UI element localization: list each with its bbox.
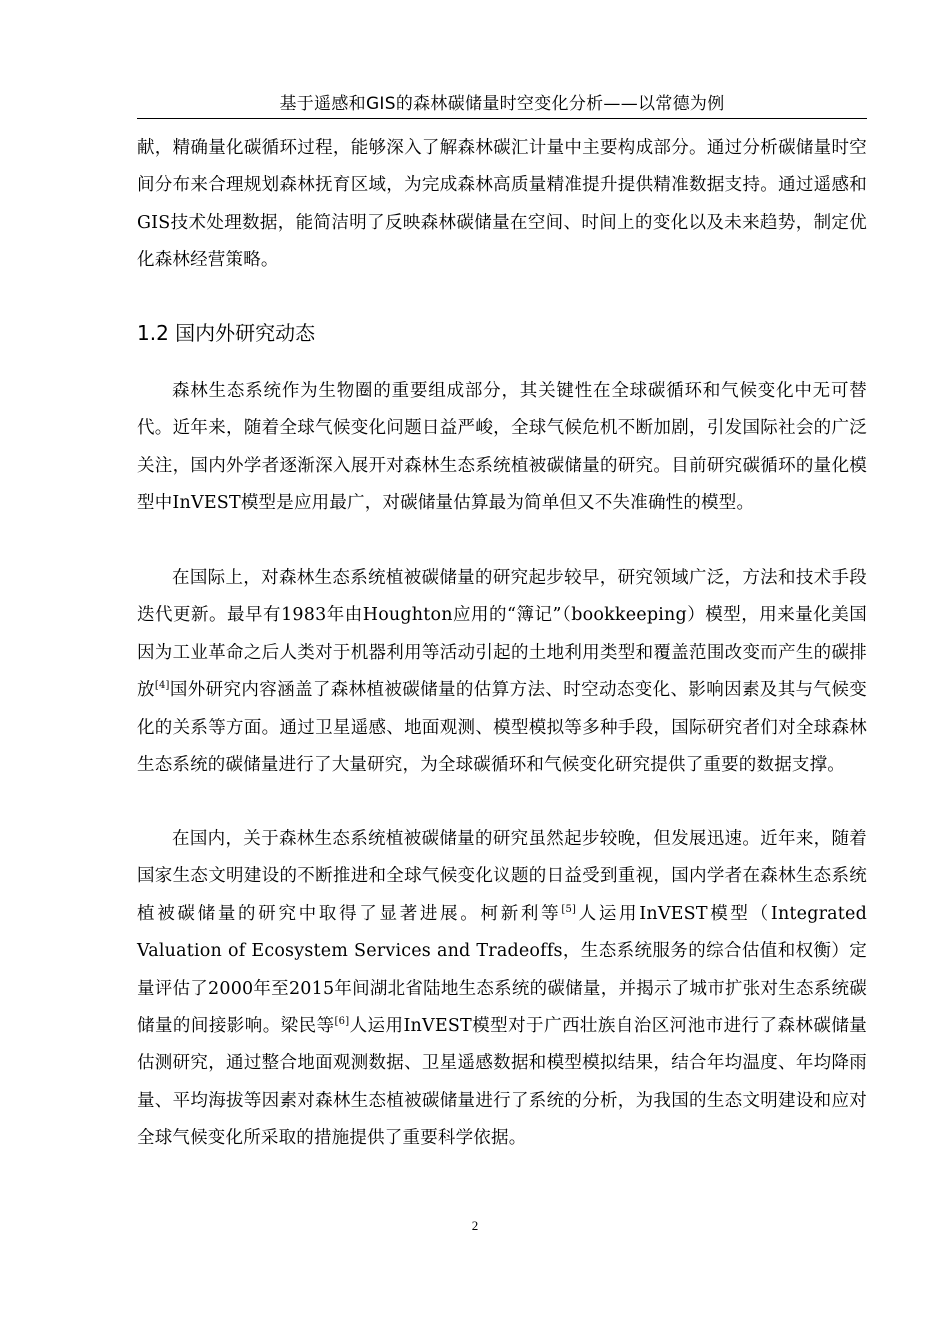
citation-ref: [6] [334,1016,350,1028]
running-header: 基于遥感和GIS的森林碳储量时空变化分析——以常德为例 [279,94,725,114]
paragraph-intro-continuation: 献，精确量化碳循环过程，能够深入了解森林碳汇计量中主要构成部分。通过分析碳储量时空间分布来合理规划森林抚育区域，为完成森林高质量精准提升提供精准数据支持。通过遥感和GIS技术处理数据，能简洁明了反映森林碳储量在空间、时间上的变化以及未来趋势，制定优化森林经营策略。 [137,138,867,271]
paragraph-forest-ecosystem: 森林生态系统作为生物圈的重要组成部分，其关键性在全球碳循环和气候变化中无可替代。近年来，随着全球气候变化问题日益严峻，全球气候危机不断加剧，引发国际社会的广泛关注，国内外学者逐渐深入展开对森林生态系统植被碳储量的研究。目前研究碳循环的量化模型中InVEST模型是应用最广，对碳储量估算最为简单但又不失准确性的模型。 [137,381,867,514]
citation-ref: [4] [154,680,170,692]
paragraph-international-research [137,560,867,784]
paragraph-text: 在国内，关于森林生态系统植被碳储量的研究虽然起步较晚，但发展迅速。近年来，随着国家生态文明建设的不断推进和全球气候变化议题的日益受到重视，国内学者在森林生态系统植被碳储量的研究中取得了显著进展。柯新利等 [137,829,867,924]
paragraph-text: 人运用InVEST模型对于广西壮族自治区河池市进行了森林碳储量估测研究，通过整合地面观测数据、卫星遥感数据和模型模拟结果，结合年均温度、年均降雨量、平均海拔等因素对森林生态植被碳储量进行了系统的分析，为我国的生态文明建设和应对全球气候变化所采取的措施提供了重要科学依据。 [137,1016,867,1149]
citation-ref: [5] [561,903,577,915]
paragraph-text: 国外研究内容涵盖了森林植被碳储量的估算方法、时空动态变化、影响因素及其与气候变化的关系等方面。通过卫星遥感、地面观测、模型模拟等多种手段，国际研究者们对全球森林生态系统的碳储量进行了大量研究，为全球碳循环和气候变化研究提供了重要的数据支撑。 [137,680,868,776]
header-rule [137,118,867,119]
page-number: 2 [471,1218,479,1233]
section-heading: 1.2 国内外研究动态 [137,321,316,345]
paragraph-domestic-research [137,821,867,1158]
paragraph-text: 人运用InVEST模型（Integrated Valuation of Ecosystem Services and Tradeoffs，生态系统服务的综合估值和权衡）定量评估了2000年至2015年间湖北省陆地生态系统的碳储量，并揭示了城市扩张对生态系统碳储量的间接影响。梁民等 [137,903,868,1037]
paragraph-text: 在国际上，对森林生态系统植被碳储量的研究起步较早，研究领域广泛，方法和技术手段迭代更新。最早有1983年由Houghton应用的“簿记”（bookkeeping）模型，用来量化美国因为工业革命之后人类对于机器利用等活动引起的土地利用类型和覆盖范围改变而产生的碳排放 [137,568,867,701]
